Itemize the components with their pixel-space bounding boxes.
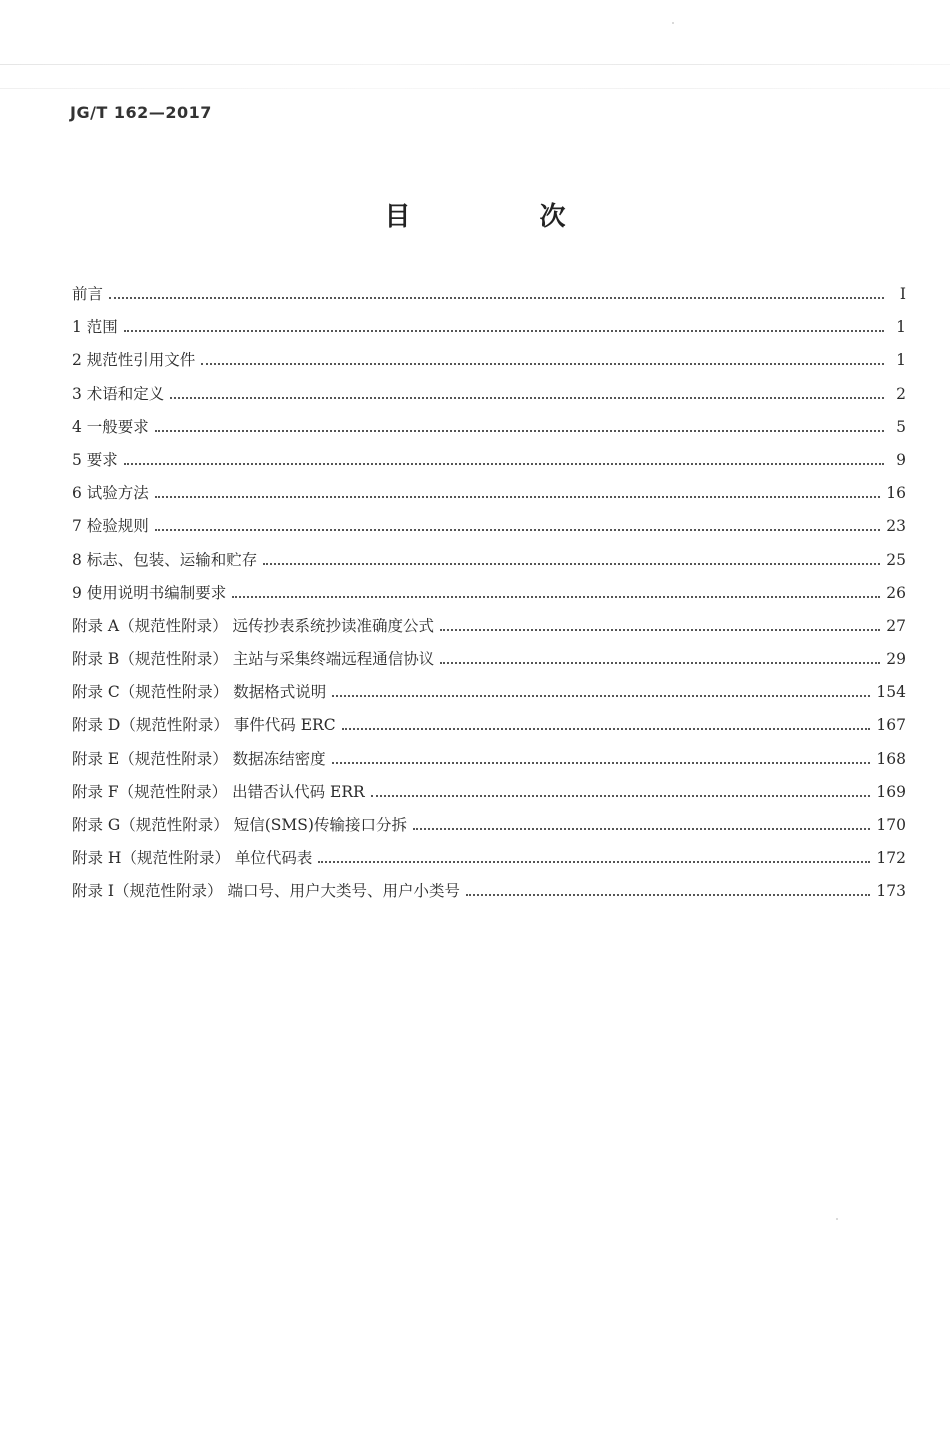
toc-dot-leader <box>342 728 871 730</box>
toc-entry-page: 25 <box>886 550 906 569</box>
toc-entry-label: 4 一般要求 <box>72 417 149 436</box>
toc-dot-leader <box>155 529 880 531</box>
toc-entry-label: 附录 F（规范性附录） 出错否认代码 ERR <box>72 782 365 801</box>
toc-entry-label: 9 使用说明书编制要求 <box>72 583 227 602</box>
toc-dot-leader <box>440 629 880 631</box>
toc-entry-foreword[interactable] <box>72 282 906 315</box>
toc-entry-page: 5 <box>896 417 906 436</box>
toc-entry-page: 16 <box>886 484 906 503</box>
toc-entry-label: 3 术语和定义 <box>72 384 165 403</box>
toc-entry-label: 附录 I（规范性附录） 端口号、用户大类号、用户小类号 <box>72 882 460 901</box>
toc-entry-label: 前言 <box>72 285 104 303</box>
toc-dot-leader <box>332 695 870 697</box>
toc-dot-leader <box>201 363 884 365</box>
toc-entry-appendix-d[interactable] <box>72 713 906 746</box>
toc-dot-leader <box>332 762 871 764</box>
toc-entry-label: 附录 G（规范性附录） 短信(SMS)传输接口分拆 <box>72 816 407 834</box>
toc-entry-page: 2 <box>896 384 906 403</box>
scan-speck <box>836 1218 838 1220</box>
toc-entry-4[interactable] <box>72 415 906 448</box>
toc-entry-page: 27 <box>886 616 906 635</box>
toc-entry-page: 9 <box>896 450 906 469</box>
toc-entry-label: 2 规范性引用文件 <box>72 351 196 370</box>
toc-entry-page: 170 <box>876 816 906 834</box>
standard-code: JG/T 162—2017 <box>70 103 212 122</box>
toc-entry-page: 1 <box>896 351 906 370</box>
toc-dot-leader <box>109 297 884 299</box>
toc-dot-leader <box>124 330 884 332</box>
toc-entry-label: 7 检验规则 <box>72 517 149 536</box>
toc-entry-page: 169 <box>876 782 906 801</box>
toc-entry-8[interactable] <box>72 548 906 581</box>
toc-entry-page: 154 <box>876 683 906 702</box>
toc-entry-appendix-c[interactable] <box>72 680 906 713</box>
toc-dot-leader <box>124 463 884 465</box>
toc-entry-label: 附录 C（规范性附录） 数据格式说明 <box>72 683 327 702</box>
toc-entry-label: 8 标志、包装、运输和贮存 <box>72 550 258 569</box>
toc-entry-page: I <box>899 285 906 303</box>
toc-dot-leader <box>155 496 880 498</box>
toc-dot-leader <box>232 596 880 598</box>
toc-entry-1[interactable] <box>72 315 906 348</box>
toc-entry-appendix-a[interactable] <box>72 614 906 647</box>
toc-entry-5[interactable] <box>72 448 906 481</box>
toc-entry-appendix-f[interactable] <box>72 780 906 813</box>
toc-dot-leader <box>466 894 870 896</box>
toc-entry-page: 29 <box>886 650 906 669</box>
toc-entry-label: 1 范围 <box>72 318 118 337</box>
toc-dot-leader <box>440 662 880 664</box>
toc-entry-appendix-i[interactable] <box>72 879 906 912</box>
toc-entry-label: 附录 A（规范性附录） 远传抄表系统抄读准确度公式 <box>72 616 435 635</box>
toc-entry-6[interactable] <box>72 481 906 514</box>
toc-dot-leader <box>170 397 884 399</box>
toc-dot-leader <box>413 828 870 830</box>
toc-entry-label: 附录 E（规范性附录） 数据冻结密度 <box>72 749 326 768</box>
toc-entry-label: 6 试验方法 <box>72 484 149 503</box>
toc-entry-label: 5 要求 <box>72 450 118 469</box>
toc-entry-page: 172 <box>876 849 906 868</box>
toc-entry-page: 26 <box>886 583 906 602</box>
scan-artifact-line <box>0 88 950 89</box>
table-of-contents <box>72 282 906 913</box>
toc-dot-leader <box>155 430 884 432</box>
toc-entry-label: 附录 B（规范性附录） 主站与采集终端远程通信协议 <box>72 650 435 669</box>
toc-entry-page: 23 <box>886 517 906 536</box>
toc-title: 目 次 <box>384 202 626 232</box>
toc-entry-appendix-h[interactable] <box>72 846 906 879</box>
toc-entry-7[interactable] <box>72 514 906 547</box>
toc-entry-appendix-g[interactable] <box>72 813 906 846</box>
toc-entry-3[interactable] <box>72 382 906 415</box>
toc-entry-page: 168 <box>876 749 906 768</box>
toc-dot-leader <box>318 861 870 863</box>
toc-dot-leader <box>371 795 871 797</box>
toc-entry-9[interactable] <box>72 581 906 614</box>
toc-entry-appendix-b[interactable] <box>72 647 906 680</box>
scan-speck <box>672 22 674 24</box>
toc-entry-label: 附录 H（规范性附录） 单位代码表 <box>72 849 313 868</box>
toc-entry-page: 1 <box>896 318 906 337</box>
toc-entry-2[interactable] <box>72 348 906 381</box>
toc-entry-label: 附录 D（规范性附录） 事件代码 ERC <box>72 716 336 735</box>
toc-dot-leader <box>263 563 880 565</box>
toc-entry-appendix-e[interactable] <box>72 747 906 780</box>
toc-entry-page: 173 <box>876 882 906 901</box>
scan-artifact-line <box>0 64 950 65</box>
toc-entry-page: 167 <box>876 716 906 735</box>
